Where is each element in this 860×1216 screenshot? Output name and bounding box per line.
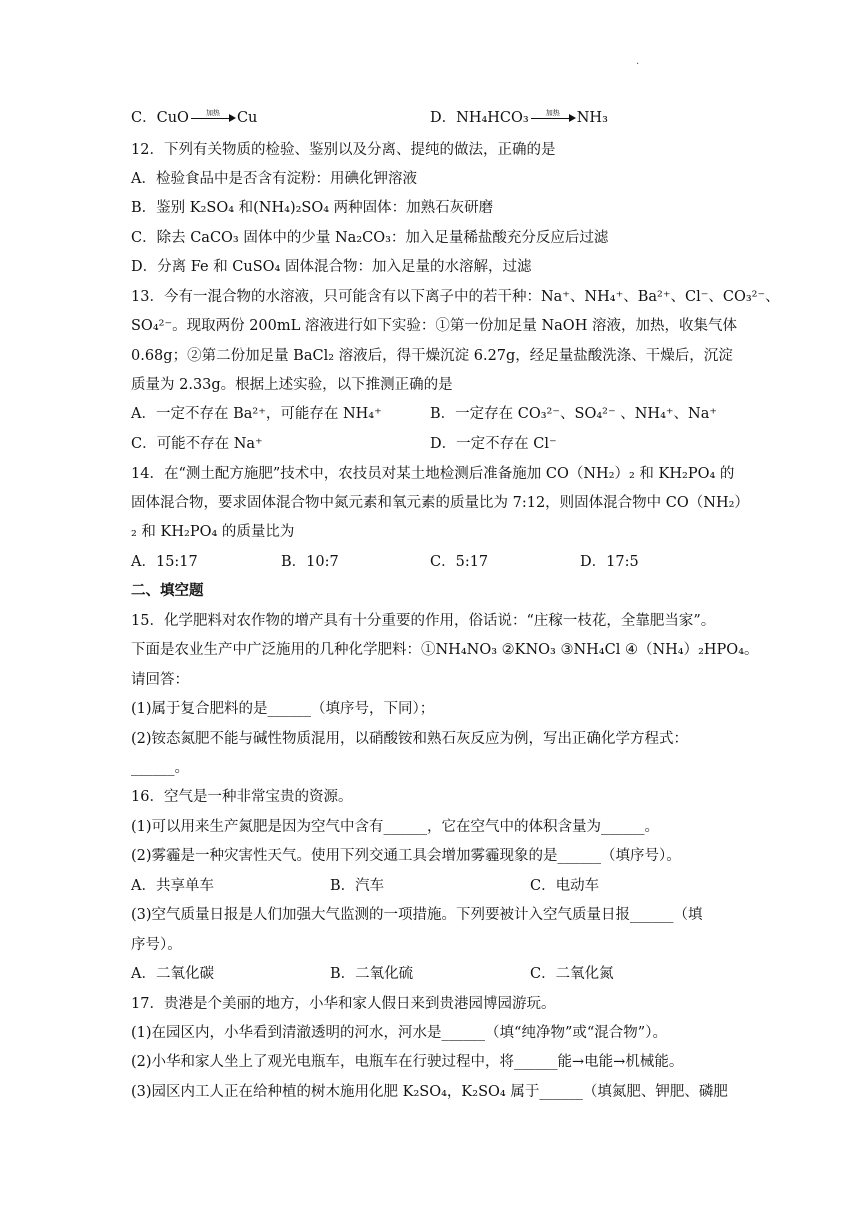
product: NH₃ <box>576 110 608 126</box>
q17-part3: (3)园区内工人正在给种植的树木施用化肥 K₂SO₄，K₂SO₄ 属于______（填氮肥、钾肥、磷肥 <box>131 1084 728 1100</box>
q13-option-a: A．一定不存在 Ba²⁺，可能存在 NH₄⁺ <box>131 406 382 422</box>
q11-option-d <box>430 108 608 128</box>
q16-stem: 16．空气是一种非常宝贵的资源。 <box>131 789 353 805</box>
q16-part3-cont: 序号）。 <box>131 937 182 953</box>
arrow-condition: 加热 <box>205 109 220 117</box>
q14-option-a: A．15:17 <box>131 554 198 570</box>
q14-option-c: C．5:17 <box>430 554 489 570</box>
q16-part2: (2)雾霾是一种灾害性天气。使用下列交通工具会增加雾霾现象的是______（填序号）。 <box>131 848 681 864</box>
q13-stem-line1: 13．今有一混合物的水溶液，只可能含有以下离子中的若干种：Na⁺、NH₄⁺、Ba²⁺、Cl⁻、CO₃²⁻、 <box>131 289 780 305</box>
q16-part3: (3)空气质量日报是人们加强大气监测的一项措施。下列要被计入空气质量日报______（填 <box>131 907 703 923</box>
section-heading: 二、填空题 <box>131 582 204 599</box>
q16-part3-option-a: A．二氧化碳 <box>131 966 214 982</box>
q17-part1: (1)在园区内，小华看到清澈透明的河水，河水是______（填“纯净物”或“混合物”）。 <box>131 1025 667 1041</box>
heating-arrow-icon <box>189 110 237 126</box>
heating-arrow-icon <box>529 110 577 126</box>
header-mark: . <box>636 56 640 67</box>
q14-stem-line2: 固体混合物，要求固体混合物中氮元素和氧元素的质量比为 7:12，则固体混合物中 CO（NH₂） <box>131 495 749 511</box>
q13-stem-line2: SO₄²⁻。现取两份 200mL 溶液进行如下实验：①第一份加足量 NaOH 溶液，加热，收集气体 <box>131 318 737 334</box>
q11-option-c <box>131 108 257 128</box>
q13-stem-line4: 质量为 2.33g。根据上述实验，以下推测正确的是 <box>131 377 453 393</box>
q15-part2-answer: ______。 <box>131 760 189 776</box>
q15-stem-line2: 下面是农业生产中广泛施用的几种化学肥料：①NH₄NO₃ ②KNO₃ ③NH₄Cl ④（NH₄）₂HPO₄。 <box>131 642 759 658</box>
q15-part1: (1)属于复合肥料的是______（填序号，下同）； <box>131 701 435 717</box>
q14-option-b: B．10:7 <box>281 554 339 570</box>
arrow-condition: 加热 <box>545 109 560 117</box>
q17-stem: 17．贵港是个美丽的地方，小华和家人假日来到贵港园博园游玩。 <box>131 996 556 1012</box>
q12-option-d: D．分离 Fe 和 CuSO₄ 固体混合物：加入足量的水溶解，过滤 <box>131 259 532 275</box>
q15-part2: (2)铵态氮肥不能与碱性物质混用，以硝酸铵和熟石灰反应为例，写出正确化学方程式： <box>131 731 689 747</box>
option-label: D． <box>430 110 457 126</box>
q12-option-c: C．除去 CaCO₃ 固体中的少量 Na₂CO₃：加入足量稀盐酸充分反应后过滤 <box>131 230 609 246</box>
q13-stem-line3: 0.68g；②第二份加足量 BaCl₂ 溶液后，得干燥沉淀 6.27g，经足量盐酸洗涤、干燥后，沉淀 <box>131 348 733 364</box>
q13-option-c: C．可能不存在 Na⁺ <box>131 436 263 452</box>
q17-part2: (2)小华和家人坐上了观光电瓶车，电瓶车在行驶过程中，将______能→电能→机械能。 <box>131 1054 684 1070</box>
q16-part2-option-c: C．电动车 <box>530 878 600 894</box>
q14-stem-line1: 14．在“测土配方施肥”技术中，农技员对某土地检测后准备施加 CO（NH₂）₂ 和 KH₂PO₄ 的 <box>131 466 735 482</box>
reactant: NH₄HCO₃ <box>456 110 529 126</box>
q16-part2-option-a: A．共享单车 <box>131 878 214 894</box>
product: Cu <box>236 110 258 126</box>
q12-option-a: A．检验食品中是否含有淀粉：用碘化钾溶液 <box>131 171 417 187</box>
reactant: CuO <box>156 110 189 126</box>
q13-option-d: D．一定不存在 Cl⁻ <box>430 436 557 452</box>
q16-part3-option-b: B．二氧化硫 <box>330 966 414 982</box>
q14-option-d: D．17:5 <box>580 554 639 570</box>
q12-stem: 12．下列有关物质的检验、鉴别以及分离、提纯的做法，正确的是 <box>131 142 556 158</box>
option-label: C． <box>131 110 157 126</box>
q16-part2-option-b: B．汽车 <box>330 878 385 894</box>
q15-stem-line1: 15．化学肥料对农作物的增产具有十分重要的作用，俗话说：“庄稼一枝花，全靠肥当家”。 <box>131 613 716 629</box>
q14-stem-line3: ₂ 和 KH₂PO₄ 的质量比为 <box>131 524 295 540</box>
q15-stem-line3: 请回答： <box>131 672 189 688</box>
q13-option-b: B．一定存在 CO₃²⁻、SO₄²⁻ 、NH₄⁺、Na⁺ <box>430 406 718 422</box>
q16-part1: (1)可以用来生产氮肥是因为空气中含有______，它在空气中的体积含量为______。 <box>131 819 660 835</box>
q12-option-b: B．鉴别 K₂SO₄ 和(NH₄)₂SO₄ 两种固体：加熟石灰研磨 <box>131 200 494 216</box>
q16-part3-option-c: C．二氧化氮 <box>530 966 614 982</box>
